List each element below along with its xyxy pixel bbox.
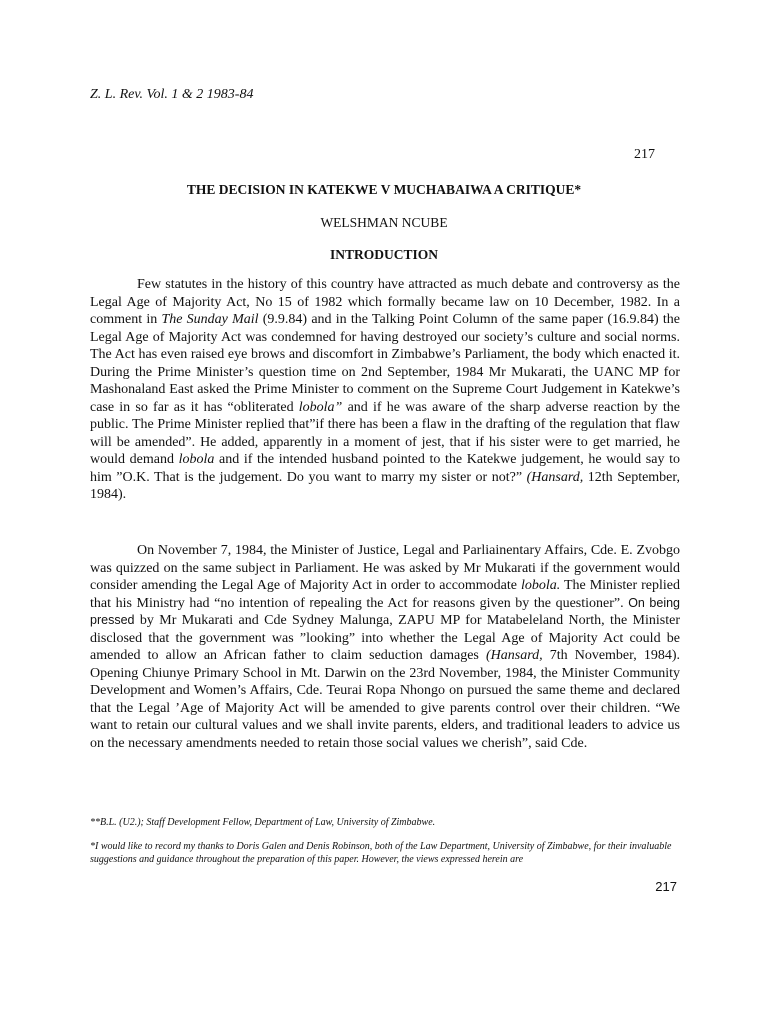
page-number-top: 217 — [634, 147, 655, 162]
sans-serif-fragment: On being pressed — [90, 595, 681, 627]
paragraph-text: by Mr Mukarati and Cde Sydney Malunga, ZAPU MP for Matabeleland North, the Minister disclosed that the government was ”looking” into whether the Legal Age of Majority Act could be amended to allow an African father to claim seduction damages — [90, 613, 680, 663]
paragraph-text: (9.9.84) and in the Talking Point Column of the same paper (16.9.84) the Legal Age of Majority Act was condemned for having destroyed our society’s culture and social norms. The Act has even raised eye brows and discomfort in Zimbabwe’s Parliament, the body which enacted it. During the Prime Minister’s question time on 2nd September, 1984 Mr Mukarati, the UANC MP for Mashonaland East asked the Prime Minister to comment on the Supreme Court Judgement in Katekwe’s case in so far as it has “obliterated — [90, 312, 681, 415]
italic-citation: (Hansard, — [526, 469, 584, 485]
body-paragraph-1 — [90, 276, 680, 504]
italic-term: lobola. — [520, 578, 561, 593]
paragraph-text: Few statutes in the history of this country have attracted as much debate and controversy as the Legal Age of Majority Act, No 15 of 1982 which formally became law on 10 December, 1982. In a comment in — [90, 277, 680, 327]
journal-reference: Z. L. Rev. Vol. 1 & 2 1983-84 — [90, 87, 254, 102]
footnote-author-affiliation: **B.L. (U2.); Staff Development Fellow, Department of Law, University of Zimbabwe. — [90, 817, 436, 828]
paragraph-text: 12th September, 1984). — [90, 469, 680, 502]
page-number-bottom: 217 — [655, 879, 677, 894]
paragraph-text: ealing the Act for reasons given by the questioner”. — [327, 595, 629, 611]
italic-citation: (Hansard, — [485, 648, 543, 663]
italic-term: lobola” — [298, 399, 343, 415]
article-author: WELSHMAN NCUBE — [320, 215, 448, 230]
paragraph-text: and if the intended husband pointed to the Katekwe judgement, he would say to him ”O.K. That is the judgement. Do you want to marry my sister or not?” — [90, 452, 680, 485]
article-title: THE DECISION IN KATEKWE V MUCHABAIWA A CRITIQUE* — [186, 182, 582, 197]
italic-term: lobola — [178, 452, 215, 467]
sans-serif-fragment: rep — [309, 595, 328, 610]
paragraph-text: On November 7, 1984, the Minister of Justice, Legal and Parliainentary Affairs, Cde. E. Zvobgo was quizzed on the same subject in Parliament. He was asked by Mr Mukarati if the government would consider amending the Legal Age of Majority Act in order to accommodate — [90, 543, 680, 593]
italic-publication-name: The Sunday Mail — [161, 312, 259, 327]
paragraph-text: 7th November, 1984). Opening Chiunye Primary School in Mt. Darwin on the 23rd November, 1984, the Minister Community Development and Women’s Affairs, Cde. Teurai Ropa Nhongo on pursued the same theme and declared that the Legal ’Age of Majority Act will be amended to give parents control over their children. “We want to retain our cultural values and we shall invite parents, elders, and traditional leaders to advice us on the necessary amendments needed to retain those social values we cherish”, said Cde. — [90, 648, 680, 751]
paragraph-text: The Minister replied that his Ministry had “no intention of — [90, 578, 681, 611]
footnote-acknowledgement: *I would like to record my thanks to Doris Galen and Denis Robinson, both of the Law Department, University of Zimbabwe, for their invaluable suggestions and guidance throughout the preparation of this paper. However, the views expressed herein are — [90, 841, 672, 865]
paragraph-text: and if he was aware of the sharp adverse reaction by the public. The Prime Minister replied that”if there has been a flaw in the drafting of the regulation that flaw will be amended”. He added, apparently in a moment of jest, that if his sister were to get married, he would demand — [90, 399, 680, 467]
body-paragraph-2 — [90, 542, 680, 752]
section-heading-introduction: INTRODUCTION — [329, 247, 438, 262]
